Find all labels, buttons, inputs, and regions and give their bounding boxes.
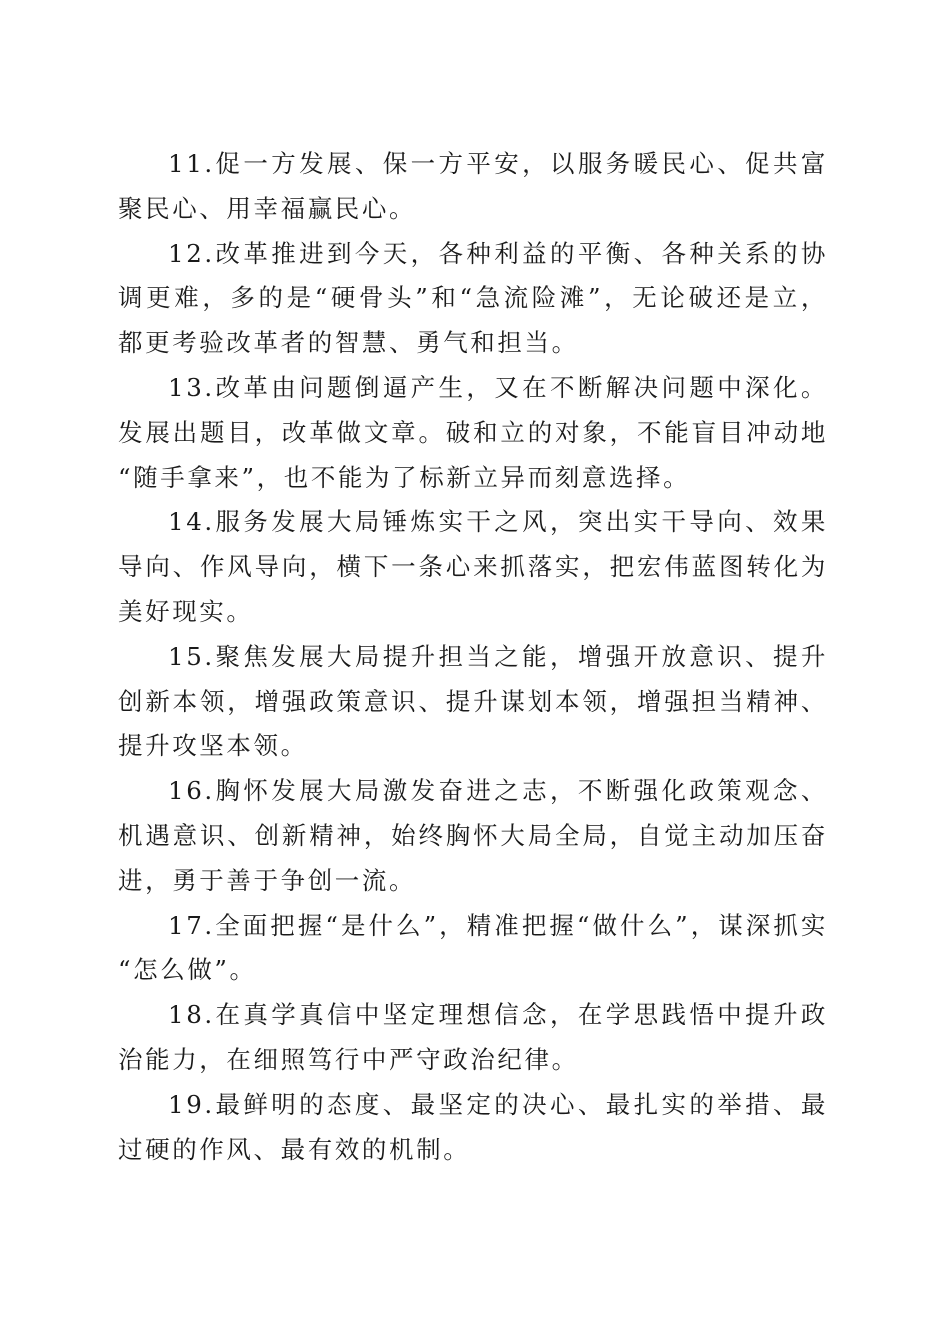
paragraph-13: 13.改革由问题倒逼产生，又在不断解决问题中深化。发展出题目，改革做文章。破和立的对象，不能盲目冲动地“随手拿来”，也不能为了标新立异而刻意选择。 — [118, 372, 828, 492]
paragraph-11: 11.促一方发展、保一方平安，以服务暖民心、促共富聚民心、用幸福赢民心。 — [118, 149, 828, 223]
paragraph-15: 15.聚焦发展大局提升担当之能，增强开放意识、提升创新本领，增强政策意识、提升谋划本领，增强担当精神、提升攻坚本领。 — [118, 641, 828, 761]
paragraph-19: 19.最鲜明的态度、最坚定的决心、最扎实的举措、最过硬的作风、最有效的机制。 — [118, 1089, 828, 1164]
paragraph-18: 18.在真学真信中坚定理想信念，在学思践悟中提升政治能力，在细照笃行中严守政治纪律。 — [118, 1000, 828, 1074]
paragraph-12: 12.改革推进到今天，各种利益的平衡、各种关系的协调更难，多的是“硬骨头”和“急流险滩”，无论破还是立，都更考验改革者的智慧、勇气和担当。 — [118, 238, 828, 358]
paragraph-16: 16.胸怀发展大局激发奋进之志，不断强化政策观念、机遇意识、创新精神，始终胸怀大局全局，自觉主动加压奋进，勇于善于争创一流。 — [118, 776, 828, 895]
paragraph-17: 17.全面把握“是什么”，精准把握“做什么”，谋深抓实“怎么做”。 — [118, 910, 828, 985]
document-body — [118, 142, 828, 1172]
paragraph-14: 14.服务发展大局锤炼实干之风，突出实干导向、效果导向、作风导向，横下一条心来抓落实，把宏伟蓝图转化为美好现实。 — [118, 507, 828, 626]
